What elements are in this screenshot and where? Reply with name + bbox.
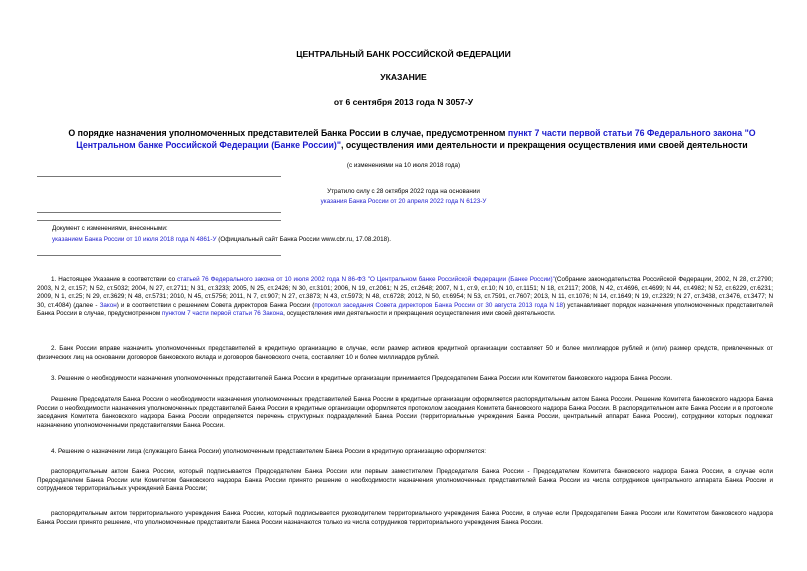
law-link[interactable]: Закон (99, 301, 117, 309)
paragraph-4-item-a: распорядительным актом Банка России, который подписывается Председателем Банка России или первым заместителем Председателя Банка России - Председателем Комитета банковского надзора Банка России, в случае если Председателем Банка России или Комитетом банковского надзора Банка России принято решение о необходимости назначения уполномоченных представителей Банка России из числа сотрудников центрального аппарата Банка России и сотрудников территориальных учреждений Банка России; (37, 468, 773, 493)
p1-text-2: ) и в соответствии с решением Совета директоров Банка России ( (116, 301, 315, 309)
divider (37, 220, 281, 221)
document-type: УКАЗАНИЕ (380, 72, 427, 82)
title-text-1: О порядке назначения уполномоченных представителей Банка России в случае, предусмотренном (68, 128, 508, 138)
title-law-link[interactable]: пункт 7 части первой статьи 76 Федерального закона "О Центральном банке Российской Федерации (Банке России)" (76, 128, 756, 150)
changes-note: (с изменениями на 10 июля 2018 года) (346, 162, 461, 169)
p1-text: 1. Настоящее Указание в соответствии со (51, 276, 178, 283)
amendment-link[interactable]: указанием Банка России от 10 июля 2018 года N 4861-У (52, 236, 217, 243)
law-article-76-link[interactable]: статьей 76 Федерального закона от 10 июля 2002 года N 86-ФЗ "О Центральном банке Российской Федерации (Банке России)" (177, 276, 555, 283)
protocol-link[interactable]: протокол заседания Совета директоров Банка России от 30 августа 2013 года N 18 (314, 301, 564, 309)
paragraph-1 (37, 276, 773, 319)
paragraph-4: 4. Решение о назначении лица (служащего Банка России) уполномоченным представителем Банка России в кредитную организацию оформляется: (51, 448, 487, 455)
expiry-note: Утратило силу с 28 октября 2022 года на основании (327, 188, 480, 195)
document-date-number: от 6 сентября 2013 года N 3057-У (333, 97, 474, 107)
paragraph-3: 3. Решение о необходимости назначения уполномоченных представителей Банка России в кредитные организации принимается Председателем Банка России или Комитетом банковского надзора Банка России. (51, 375, 672, 382)
paragraph-4-item-b: распорядительным актом территориального учреждения Банка России, который подписывается руководителем территориального учреждения Банка России, в случае если Председателем Банка России или Комитетом банковского надзора Банка России принято решение, что уполномоченные представители Банка России назначаются только из числа сотрудников территориального учреждения Банка России. (37, 510, 773, 526)
title-text-2: , осуществления ими деятельности и прекращения осуществления ими своей деятельности (341, 140, 748, 150)
amendments-intro: Документ с изменениями, внесенными: (52, 225, 168, 232)
divider (37, 176, 281, 177)
expiry-link[interactable]: указания Банка России от 20 апреля 2022 года N 6123-У (320, 198, 487, 205)
p1-citations: (Собрание законодательства Российской Федерации, 2002, N 28, ст.2790; 2003, N 2, ст.157; N 52, ст.5032; 2004, N 27, ст.2711; N 31, ст.3233; 2005, N 25, ст.2426; N 30, ст.3101; 2006, N 19, ст.2061; N 25, ст.2648; 2007, N 1, ст.9, ст.10; N 10, ст.1151; N 18, ст.2117; 2008, N 42, ст.4696, ст.4699; N 44, ст.4982; N 52, ст.6229, ст.6231; 2009, N 1, ст.25; N 29, ст.3629; N 48, ст.5731; 2010, N 45, ст.5756; 2011, N 7, ст.907; N 27, ст.3873; N 43, ст.5973; N 48, ст.6728; 2012, N 50, ст.6954; N 53, ст.7591, ст.7607; 2013, N 11, ст.1076; N 14, ст.1649; N 19, ст.2329; N 27, ст.3438, ст.3476, ст.3477; N 30, ст.4084) (далее - (37, 276, 773, 309)
document-title (52, 127, 772, 151)
amendment-source: (Официальный сайт Банка России www.cbr.ru, 17.08.2018). (216, 236, 392, 243)
paragraph-3-detail: Решение Председателя Банка России о необходимости назначения уполномоченных представителей Банка России в кредитные организации оформляется распорядительным актом Банка России. Решение Комитета банковского надзора Банка России о необходимости назначения уполномоченных представителей Банка России в кредитные организации оформляется протоколом заседания Комитета банковского надзора Банка России. В распорядительном акте Банка России и в протоколе заседания Комитета банковского надзора Банка России определяется перечень структурных подразделений Банка России (территориальные учреждения Банка России, центральный аппарат Банка России), сотрудники которых подлежат назначению уполномоченными представителями Банка России. (37, 396, 773, 429)
divider (37, 212, 281, 213)
p1-text-3: ) устанавливает порядок назначения уполномоченных представителей Банка России в случае, предусмотренном (37, 301, 773, 318)
amendments-line (52, 236, 391, 244)
bank-name: ЦЕНТРАЛЬНЫЙ БАНК РОССИЙСКОЙ ФЕДЕРАЦИИ (296, 49, 511, 59)
p1-text-4: , осуществления ими деятельности и прекращения осуществления ими своей деятельности. (283, 310, 556, 318)
law-paragraph-7-link[interactable]: пунктом 7 части первой статьи 76 Закона (161, 310, 284, 318)
paragraph-2: 2. Банк России вправе назначить уполномоченных представителей в кредитную организацию в случае, если размер активов кредитной организации составляет 50 и более миллиардов рублей и (или) размер средств, привлеченных от физических лиц на основании договоров банковского вклада и договоров банковского счета, составляет 10 и более миллиардов рублей. (37, 345, 773, 361)
divider (37, 255, 281, 256)
